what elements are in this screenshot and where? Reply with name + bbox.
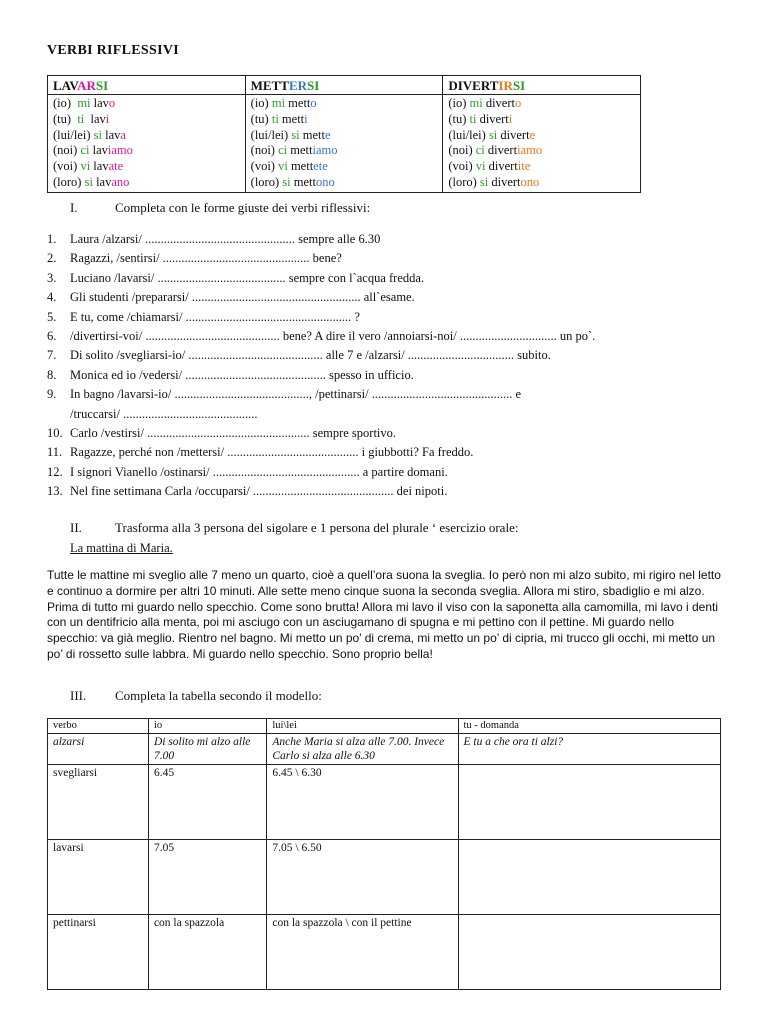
conjugation-form [251,128,438,144]
exercise-number: 5. [47,309,57,324]
conjugation-header-2 [443,76,641,95]
conjugation-form-1-4-part-1: vi [278,159,291,174]
model-table-example-row [48,734,721,765]
conjugation-header-0-part-1: AR [77,78,96,93]
model-table-row [48,915,721,990]
conjugation-form-0-3-part-3: iamo [107,143,133,158]
conjugation-form [251,96,438,112]
exercise-number: 1. [47,232,57,246]
conjugation-header-1 [245,76,443,95]
conjugation-form-2-3-part-3: iamo [517,143,543,158]
model-table-cell: alzarsi [48,734,149,765]
conjugation-form-1-2-part-3: e [324,127,331,142]
exercise-item [47,308,737,327]
exercise-item [47,288,737,307]
conjugation-header-0-part-0: LAV [53,78,78,93]
conjugation-form-1-4-part-0: (voi) [250,159,279,174]
conjugation-form-1-1-part-2: mett [281,111,305,126]
conjugation-form-0-1-part-1: ti [77,111,91,126]
exercise-item [47,385,737,404]
conjugation-form-0-0-part-2: lav [93,96,109,110]
conjugation-form [448,112,635,128]
conjugation-form-2-4-part-1: vi [475,159,489,174]
conjugation-form-0-0-part-0: (io) [53,96,78,110]
model-table-cell: lui\lei [267,719,458,734]
section-1-heading [70,200,370,216]
exercise-number: 2. [47,251,57,266]
conjugation-form-0-3-part-1: ci [80,143,93,158]
model-table-cell: Anche Maria si alza alle 7.00. Invece Carlo si alza alle 6.30 [267,734,458,765]
conjugation-form-2-1-part-2: divert [479,111,509,126]
conjugation-form-2-1-part-1: ti [469,111,480,126]
exercise-item [47,424,737,443]
conjugation-column-1 [245,95,443,193]
conjugation-form [448,96,635,112]
conjugation-form-0-4-part-0: (voi) [53,159,81,174]
conjugation-form-2-4-part-3: ite [517,159,531,174]
conjugation-form-0-2-part-2: lav [105,127,121,142]
exercise-item [47,482,737,501]
conjugation-header-row [48,76,641,95]
conjugation-form [53,143,240,159]
conjugation-form-2-0-part-1: mi [469,96,486,110]
model-table-cell: 7.05 \ 6.50 [267,840,458,915]
conjugation-form-1-5-part-1: si [282,174,294,189]
conjugation-form [251,159,438,175]
exercise-text: Gli studenti /prepararsi/ ...................................................... all`esame. [70,290,415,305]
model-table-cell: io [148,719,266,734]
conjugation-form-1-2-part-0: (lui/lei) [250,127,292,142]
conjugation-form [251,143,438,159]
conjugation-form-2-0-part-2: divert [485,96,515,110]
conjugation-form-2-1-part-3: i [508,111,513,126]
conjugation-header-1-part-2: SI [307,78,320,93]
exercise-text-continued: /truccarsi/ ........................................... [70,406,258,421]
conjugation-form-1-0-part-1: mi [271,96,289,110]
conjugation-body-row [48,95,641,193]
model-table-cell: con la spazzola \ con il pettine [267,915,458,990]
conjugation-form-1-1-part-1: ti [271,111,282,126]
section-3-instruction: Completa la tabella secondo il modello: [115,688,322,703]
conjugation-form-2-5-part-3: ono [520,174,540,189]
conjugation-form-0-0-part-3: o [108,96,116,110]
model-table-cell: 7.05 [148,840,266,915]
model-table-row [48,765,721,840]
model-table-cell: svegliarsi [48,765,149,840]
exercise-text: Luciano /lavarsi/ ......................................... sempre con l`acqua fredda. [70,270,425,285]
exercise-number: 4. [47,290,57,305]
exercise-item [47,249,737,268]
conjugation-form-0-5-part-2: lav [96,174,112,189]
conjugation-form-0-5-part-3: ano [111,174,130,189]
conjugation-form-1-0-part-0: (io) [250,96,272,110]
exercise-list [47,230,737,502]
section-2-instruction: Trasforma alla 3 persona del sigolare e 1 persona del plurale ‘ esercizio orale: [115,520,519,535]
conjugation-form [53,175,240,191]
exercise-text: Ragazze, perché non /mettersi/ .......................................... i giubbotti? Fa freddo. [70,445,474,460]
model-table-cell [458,765,721,840]
conjugation-form [53,128,240,144]
conjugation-form [53,112,240,128]
conjugation-form [448,159,635,175]
conjugation-form-2-3-part-1: ci [475,143,488,158]
model-table-cell: 6.45 \ 6.30 [267,765,458,840]
conjugation-form-2-2-part-1: si [488,127,501,142]
exercise-number: 13. [47,484,63,499]
exercise-text: In bagno /lavarsi-io/ ..........................................., /pettinarsi/ ............................................. e [70,387,521,402]
conjugation-column-0 [48,95,246,193]
model-table-cell: Di solito mi alzo alle 7.00 [148,734,266,765]
model-table-header-row [48,719,721,734]
exercise-item [47,230,737,249]
conjugation-form-1-3-part-3: iamo [312,143,338,158]
conjugation-header-2-part-0: DIVERT [448,78,499,93]
conjugation-form [53,159,240,175]
conjugation-form [448,175,635,191]
conjugation-form-0-3-part-0: (noi) [53,143,81,158]
conjugation-form-0-2-part-1: si [93,127,106,142]
conjugation-header-2-part-1: IR [498,78,513,93]
exercise-item [47,327,737,346]
conjugation-form [251,175,438,191]
model-table-cell: lavarsi [48,840,149,915]
exercise-text: E tu, come /chiamarsi/ ..................................................... ? [70,309,360,324]
section-3-numeral: III. [70,688,87,703]
section-1-numeral: I. [70,200,78,215]
exercise-number: 11. [47,445,63,460]
conjugation-form-2-3-part-2: divert [487,143,518,158]
conjugation-form-0-1-part-2: lav [90,111,106,126]
conjugation-form-2-5-part-2: divert [491,174,521,189]
conjugation-header-0 [48,76,246,95]
exercise-number: 10. [47,426,63,441]
conjugation-header-0-part-2: SI [95,78,109,93]
exercise-number: 9. [47,387,57,402]
conjugation-form-2-2-part-3: e [529,127,536,142]
page-title: VERBI RIFLESSIVI [47,43,180,58]
exercise-item [47,366,737,385]
exercise-number: 3. [47,270,57,285]
conjugation-form-0-2-part-0: (lui/lei) [53,127,94,142]
model-table-cell [458,840,721,915]
conjugation-form-1-2-part-2: mett [302,127,325,142]
conjugation-header-1-part-0: METT [250,78,289,93]
conjugation-form-2-5-part-0: (loro) [448,174,480,189]
exercise-text: I signori Vianello /ostinarsi/ ............................................... a partire domani. [70,464,448,479]
exercise-text: Di solito /svegliarsi-io/ ........................................... alle 7 e /alzarsi/ .................................. subito. [70,348,551,363]
conjugation-form-1-5-part-2: mett [293,174,316,189]
exercise-text: Monica ed io /vedersi/ ............................................. spesso in ufficio. [70,367,414,382]
conjugation-form-0-1-part-3: i [105,111,110,126]
conjugation-form-0-4-part-2: lav [93,159,109,174]
conjugation-form-1-2-part-1: si [291,127,303,142]
section-2-heading [70,520,518,536]
conjugation-form-0-0-part-1: mi [77,96,94,110]
conjugation-form-0-2-part-3: a [120,127,126,142]
conjugation-form-1-5-part-0: (loro) [250,174,283,189]
conjugation-form-2-4-part-0: (voi) [448,159,476,174]
conjugation-form-0-1-part-0: (tu) [53,111,78,126]
conjugation-form-1-4-part-2: mett [290,159,314,174]
conjugation-form-2-3-part-0: (noi) [448,143,476,158]
conjugation-form-2-0-part-0: (io) [448,96,470,110]
exercise-item [47,443,737,462]
conjugation-form-2-2-part-2: divert [500,127,530,142]
conjugation-form-0-5-part-0: (loro) [53,174,85,189]
exercise-text: Laura /alzarsi/ ................................................ sempre alle 6.30 [70,232,381,246]
exercise-text: Ragazzi, /sentirsi/ ............................................... bene? [70,251,342,266]
exercise-text: Carlo /vestirsi/ .................................................... sempre sportivo. [70,426,397,441]
conjugation-form-1-5-part-3: ono [315,174,335,189]
exercise-text: /divertirsi-voi/ ........................................... bene? A dire il vero /annoiarsi-noi/ ............................... un po`. [70,329,596,344]
conjugation-form-1-1-part-3: i [304,111,308,126]
section-2-numeral: II. [70,520,82,535]
conjugation-column-2 [443,95,641,193]
exercise-number: 8. [47,367,57,382]
exercise-number: 6. [47,329,57,344]
conjugation-form-1-4-part-3: ete [313,159,328,174]
model-table-cell: verbo [48,719,149,734]
conjugation-form-2-5-part-1: si [479,174,492,189]
conjugation-form-2-0-part-3: o [515,96,522,110]
story-paragraph: Tutte le mattine mi sveglio alle 7 meno un quarto, cioè a quell’ora suona la sveglia. Io però non mi alzo subito, mi rigiro nel letto e continuo a dormire per altri 10 minuti. Alle sette meno cinque suona la seconda sveglia. Allora mi stiro, sbadiglio e mi alzo. Prima di tutto mi guardo nello specchio. Come sono brutta! Allora mi lavo il viso con la saponetta alla camomilla, mi lavo i denti con un dentifricio alla menta, poi mi asciugo con un asciugamano di spugna e mi pettino con il pettine. Mi guardo nello specchio: va già meglio. Rientro nel bagno. Mi metto un po’ di crema, mi metto un po’ di cipria, mi trucco gli occhi, mi metto un po’ di rossetto sulle labbra. Mi guardo nello specchio. Sono proprio bella! [47,568,721,661]
exercise-item [47,269,737,288]
conjugation-form-0-4-part-3: ate [108,159,124,174]
conjugation-form-1-3-part-1: ci [278,143,291,158]
section-1-instruction: Completa con le forme giuste dei verbi riflessivi: [115,200,371,215]
conjugation-form-1-3-part-2: mett [290,143,313,158]
section-3-heading [70,688,322,704]
exercise-number: 7. [47,348,57,363]
conjugation-header-2-part-2: SI [512,78,526,93]
conjugation-form [53,96,240,112]
conjugation-form-0-3-part-2: lav [92,143,108,158]
conjugation-form-0-4-part-1: vi [80,159,94,174]
conjugation-form-1-0-part-2: mett [288,96,311,110]
model-table-cell: pettinarsi [48,915,149,990]
model-table-cell: con la spazzola [148,915,266,990]
conjugation-form [448,128,635,144]
exercise-text: Nel fine settimana Carla /occuparsi/ ............................................. dei nipoti. [70,484,448,499]
model-table-cell: E tu a che ora ti alzi? [458,734,721,765]
story-title: La mattina di Maria. [70,541,173,555]
model-table-cell [458,915,721,990]
conjugation-form-0-5-part-1: si [84,174,97,189]
model-table [47,718,721,990]
conjugation-header-1-part-1: ER [288,78,308,93]
conjugation-table [47,75,641,193]
conjugation-form-2-4-part-2: divert [488,159,518,174]
conjugation-form-1-3-part-0: (noi) [250,143,279,158]
exercise-item [47,463,737,482]
conjugation-form [251,112,438,128]
conjugation-form-1-0-part-3: o [310,96,317,110]
model-table-cell: 6.45 [148,765,266,840]
model-table-row [48,840,721,915]
conjugation-form-1-1-part-0: (tu) [250,111,272,126]
conjugation-form [448,143,635,159]
conjugation-form-2-2-part-0: (lui/lei) [448,127,489,142]
exercise-number: 12. [47,464,63,479]
conjugation-form-2-1-part-0: (tu) [448,111,470,126]
exercise-item [47,346,737,365]
model-table-cell: tu - domanda [458,719,721,734]
